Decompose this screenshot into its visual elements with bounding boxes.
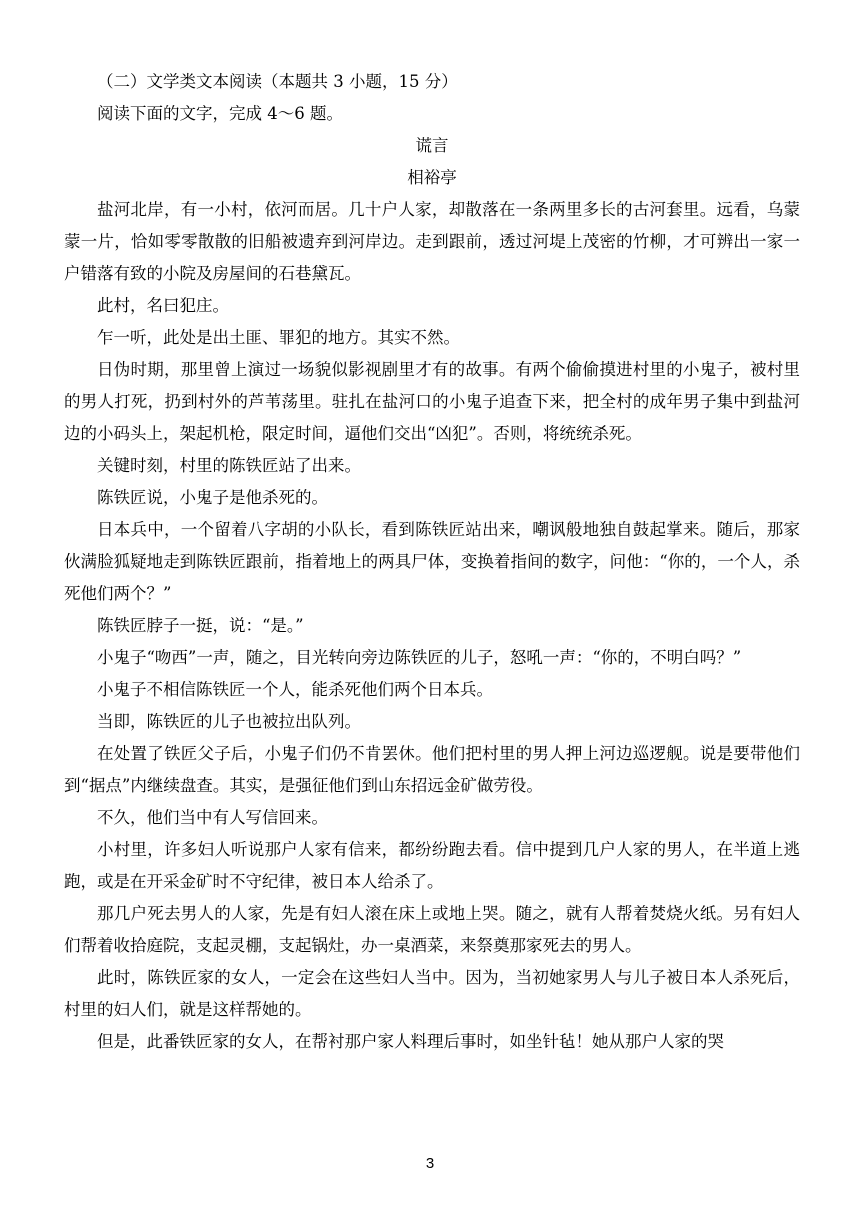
document-page <box>64 66 800 1058</box>
paragraph-10: 小鬼子不相信陈铁匠一个人，能杀死他们两个日本兵。 <box>97 680 493 699</box>
paragraph-8: 陈铁匠脖子一挺，说：“是。” <box>97 616 304 635</box>
reading-instruction: 阅读下面的文字，完成 4～6 题。 <box>97 104 343 123</box>
paragraph-5: 关键时刻，村里的陈铁匠站了出来。 <box>97 456 361 475</box>
paragraph-17: 但是，此番铁匠家的女人，在帮衬那户家人料理后事时，如坐针毡！她从那户人家的哭 <box>97 1032 724 1051</box>
paragraph-2: 此村，名曰犯庄。 <box>97 296 229 315</box>
paragraph-12: 在处置了铁匠父子后，小鬼子们仍不肯罢休。他们把村里的男人押上河边巡逻舰。说是要带他们到“据点”内继续盘查。其实，是强征他们到山东招远金矿做劳役。 <box>64 744 800 795</box>
section-heading: （二）文学类文本阅读（本题共 3 小题，15 分） <box>97 72 458 91</box>
page-number: 3 <box>425 1155 435 1172</box>
paragraph-14: 小村里，许多妇人听说那户人家有信来，都纷纷跑去看。信中提到几户人家的男人，在半道上逃跑，或是在开采金矿时不守纪律，被日本人给杀了。 <box>64 840 800 891</box>
article-title: 谎言 <box>415 136 449 155</box>
paragraph-4: 日伪时期，那里曾上演过一场貌似影视剧里才有的故事。有两个偷偷摸进村里的小鬼子，被村里的男人打死，扔到村外的芦苇荡里。驻扎在盐河口的小鬼子追查下来，把全村的成年男子集中到盐河边的小码头上，架起机枪，限定时间，逼他们交出“凶犯”。否则，将统统杀死。 <box>64 360 800 443</box>
article-author: 相裕亭 <box>407 168 457 187</box>
paragraph-3: 乍一听，此处是出土匪、罪犯的地方。其实不然。 <box>97 328 460 347</box>
paragraph-15: 那几户死去男人的人家，先是有妇人滚在床上或地上哭。随之，就有人帮着焚烧火纸。另有妇人们帮着收拾庭院，支起灵棚，支起锅灶，办一桌酒菜，来祭奠那家死去的男人。 <box>64 904 800 955</box>
paragraph-11: 当即，陈铁匠的儿子也被拉出队列。 <box>97 712 361 731</box>
paragraph-13: 不久，他们当中有人写信回来。 <box>97 808 328 827</box>
paragraph-1: 盐河北岸，有一小村，依河而居。几十户人家，却散落在一条两里多长的古河套里。远看，乌蒙蒙一片，恰如零零散散的旧船被遗弃到河岸边。走到跟前，透过河堤上茂密的竹柳，才可辨出一家一户错落有致的小院及房屋间的石巷黛瓦。 <box>64 200 800 283</box>
paragraph-7: 日本兵中，一个留着八字胡的小队长，看到陈铁匠站出来，嘲讽般地独自鼓起掌来。随后，那家伙满脸狐疑地走到陈铁匠跟前，指着地上的两具尸体，变换着指间的数字，问他：“你的，一个人，杀死他们两个？” <box>64 520 800 603</box>
paragraph-9: 小鬼子“吻西”一声，随之，目光转向旁边陈铁匠的儿子，怒吼一声：“你的，不明白吗？” <box>97 648 742 667</box>
paragraph-16: 此时，陈铁匠家的女人，一定会在这些妇人当中。因为，当初她家男人与儿子被日本人杀死后，村里的妇人们，就是这样帮她的。 <box>64 968 800 1019</box>
paragraph-6: 陈铁匠说，小鬼子是他杀死的。 <box>97 488 328 507</box>
